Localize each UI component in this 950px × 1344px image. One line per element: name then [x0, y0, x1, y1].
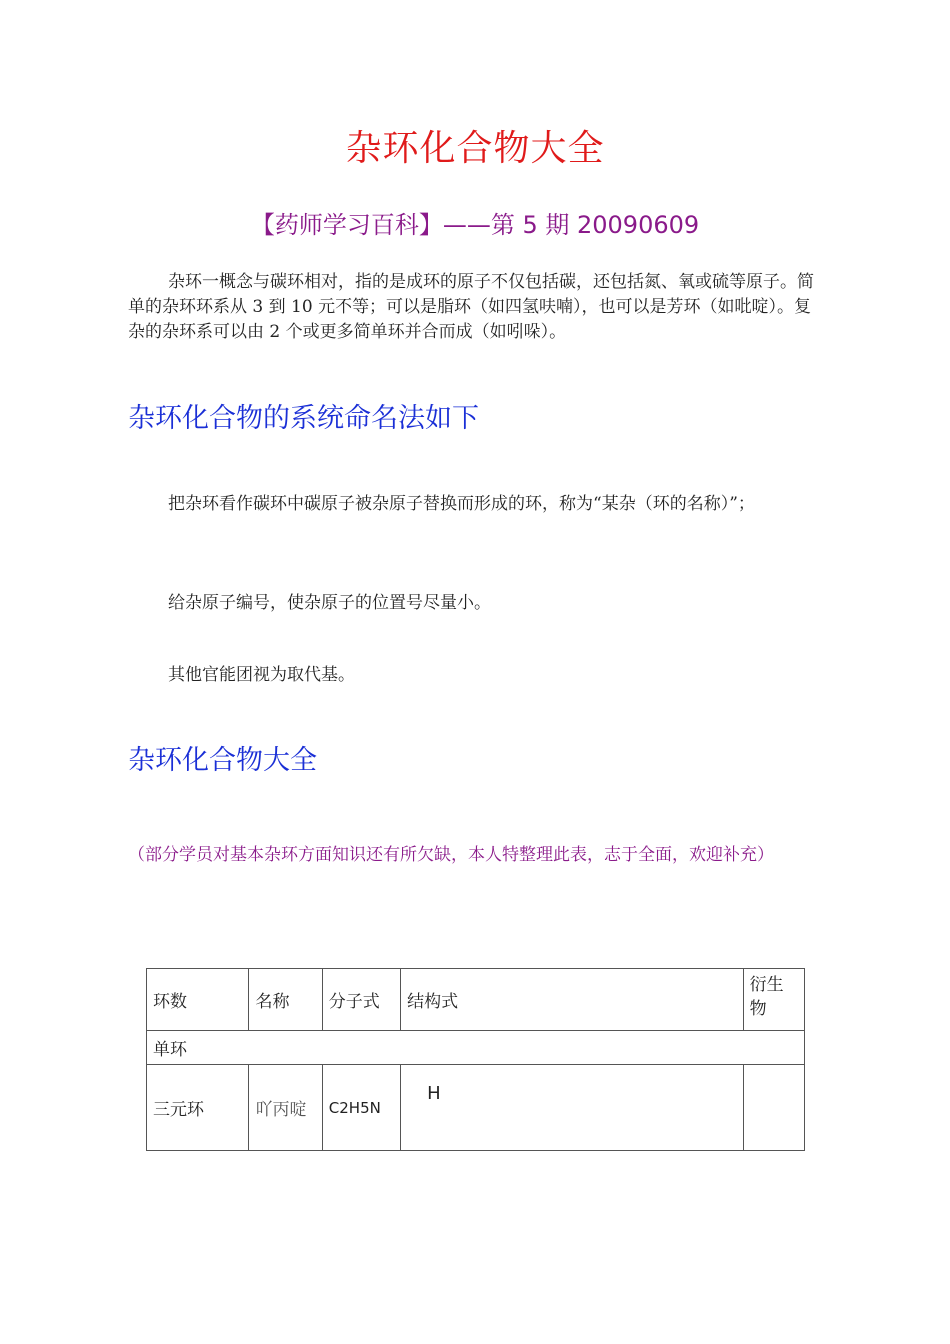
cell-ring-count: 三元环: [147, 1065, 249, 1151]
document-title: 杂环化合物大全: [345, 128, 605, 169]
naming-rule-2: 给杂原子编号，使杂原子的位置号尽量小。: [168, 593, 491, 613]
intro-paragraph: 杂环一概念与碳环相对，指的是成环的原子不仅包括碳，还包括氮、氧或硫等原子。简单的杂环环系从 3 到 10 元不等；可以是脂环（如四氢呋喃），也可以是芳环（如吡啶）。复杂的杂环系可以由 2 个或更多简单环并合而成（如吲哚）。: [128, 272, 814, 342]
cell-derivative: [743, 1065, 804, 1151]
table-note: （部分学员对基本杂环方面知识还有所欠缺，本人特整理此表，志于全面，欢迎补充）: [128, 845, 774, 865]
heterocycle-table: [146, 968, 805, 1151]
document-subtitle: 【药师学习百科】——第 5 期 20090609: [250, 211, 700, 239]
section-heading-list: 杂环化合物大全: [128, 745, 317, 776]
header-ring-count: 环数: [147, 969, 249, 1031]
section-heading-naming: 杂环化合物的系统命名法如下: [128, 403, 479, 434]
naming-rule-3: 其他官能团视为取代基。: [168, 665, 355, 685]
group-label-monocyclic: 单环: [147, 1031, 805, 1065]
header-formula: 分子式: [322, 969, 400, 1031]
naming-rule-1: 把杂环看作碳环中碳原子被杂原子替换而形成的环，称为“某杂（环的名称）”；: [168, 494, 755, 514]
table-row: [147, 1065, 805, 1151]
cell-structure: [401, 1065, 744, 1151]
structure-h-label: H: [427, 1083, 441, 1104]
header-derivative: 衍生物: [743, 969, 804, 1031]
table-header-row: [147, 969, 805, 1031]
cell-formula: C2H5N: [322, 1065, 400, 1151]
cell-name: 吖丙啶: [249, 1065, 322, 1151]
table-group-row: [147, 1031, 805, 1065]
header-name: 名称: [249, 969, 322, 1031]
header-structure: 结构式: [401, 969, 744, 1031]
